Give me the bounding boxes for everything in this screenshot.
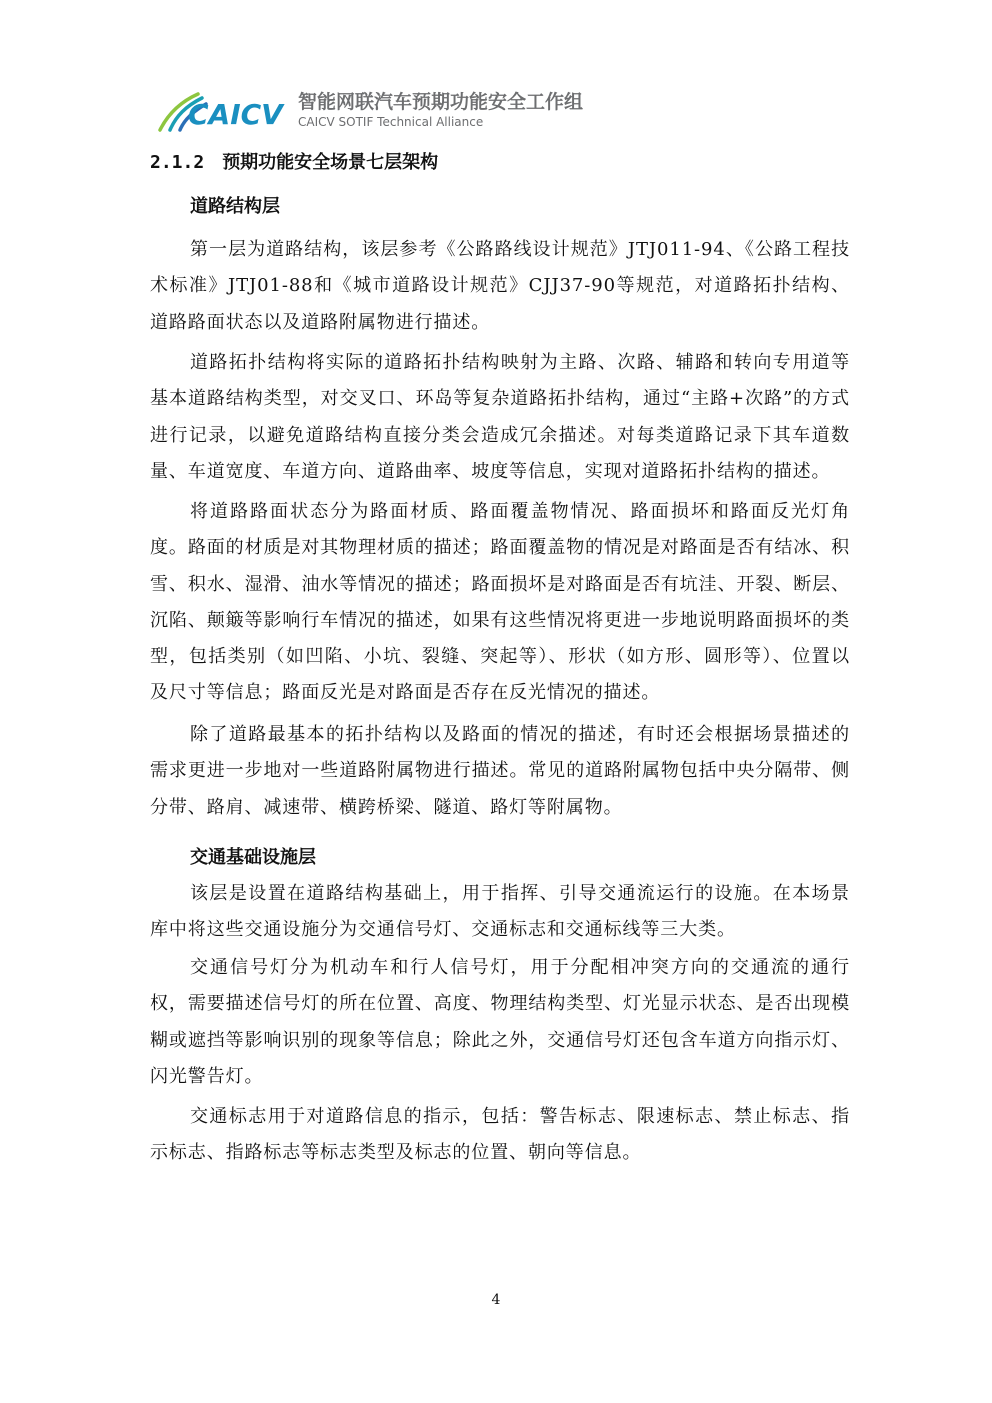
page-number: 4 — [491, 1292, 501, 1308]
road-structure-paragraph-1: 第一层为道路结构，该层参考《公路路线设计规范》JTJ011-94、《公路工程技术标准》JTJ01-88和《城市道路设计规范》CJJ37-90等规范，对道路拓扑结构、道路路面状态以及道路附属物进行描述。 — [150, 239, 850, 333]
traffic-infrastructure-paragraph-3: 交通标志用于对道路信息的指示，包括：警告标志、限速标志、禁止标志、指示标志、指路标志等标志类型及标志的位置、朝向等信息。 — [150, 1106, 850, 1164]
road-structure-paragraph-3: 将道路路面状态分为路面材质、路面覆盖物情况、路面损坏和路面反光灯角度。路面的材质是对其物理材质的描述；路面覆盖物的情况是对路面是否有结冰、积雪、积水、湿滑、油水等情况的描述；路面损坏是对路面是否有坑洼、开裂、断层、沉陷、颠簸等影响行车情况的描述，如果有这些情况将更进一步地说明路面损坏的类型，包括类别（如凹陷、小坑、裂缝、突起等）、形状（如方形、圆形等）、位置以及尺寸等信息；路面反光是对路面是否存在反光情况的描述。 — [150, 501, 850, 704]
section-title: 预期功能安全场景七层架构 — [222, 152, 439, 173]
logo-chinese-title: 智能网联汽车预期功能安全工作组 — [298, 91, 584, 113]
caicv-logo-icon — [158, 86, 290, 132]
logo-wordmark: CAICV — [188, 98, 283, 131]
document-header — [158, 86, 598, 132]
road-structure-heading: 道路结构层 — [190, 196, 280, 217]
traffic-infrastructure-paragraph-1: 该层是设置在道路结构基础上，用于指挥、引导交通流运行的设施。在本场景库中将这些交通设施分为交通信号灯、交通标志和交通标线等三大类。 — [150, 883, 850, 941]
road-structure-paragraph-2: 道路拓扑结构将实际的道路拓扑结构映射为主路、次路、辅路和转向专用道等基本道路结构类型，对交叉口、环岛等复杂道路拓扑结构，通过“主路+次路”的方式进行记录，以避免道路结构直接分类会造成冗余描述。对每类道路记录下其车道数量、车道宽度、车道方向、道路曲率、坡度等信息，实现对道路拓扑结构的描述。 — [150, 352, 850, 482]
section-heading — [150, 148, 438, 174]
road-structure-paragraph-4: 除了道路最基本的拓扑结构以及路面的情况的描述，有时还会根据场景描述的需求更进一步地对一些道路附属物进行描述。常见的道路附属物包括中央分隔带、侧分带、路肩、减速带、横跨桥梁、隧道、路灯等附属物。 — [150, 724, 850, 818]
traffic-infrastructure-heading: 交通基础设施层 — [190, 847, 316, 868]
section-number: 2.1.2 — [150, 152, 205, 173]
traffic-infrastructure-paragraph-2: 交通信号灯分为机动车和行人信号灯，用于分配相冲突方向的交通流的通行权，需要描述信号灯的所在位置、高度、物理结构类型、灯光显示状态、是否出现模糊或遮挡等影响识别的现象等信息；除此之外，交通信号灯还包含车道方向指示灯、闪光警告灯。 — [150, 957, 850, 1087]
logo-english-title: CAICV SOTIF Technical Alliance — [298, 115, 484, 129]
logo-text-block — [298, 91, 583, 129]
